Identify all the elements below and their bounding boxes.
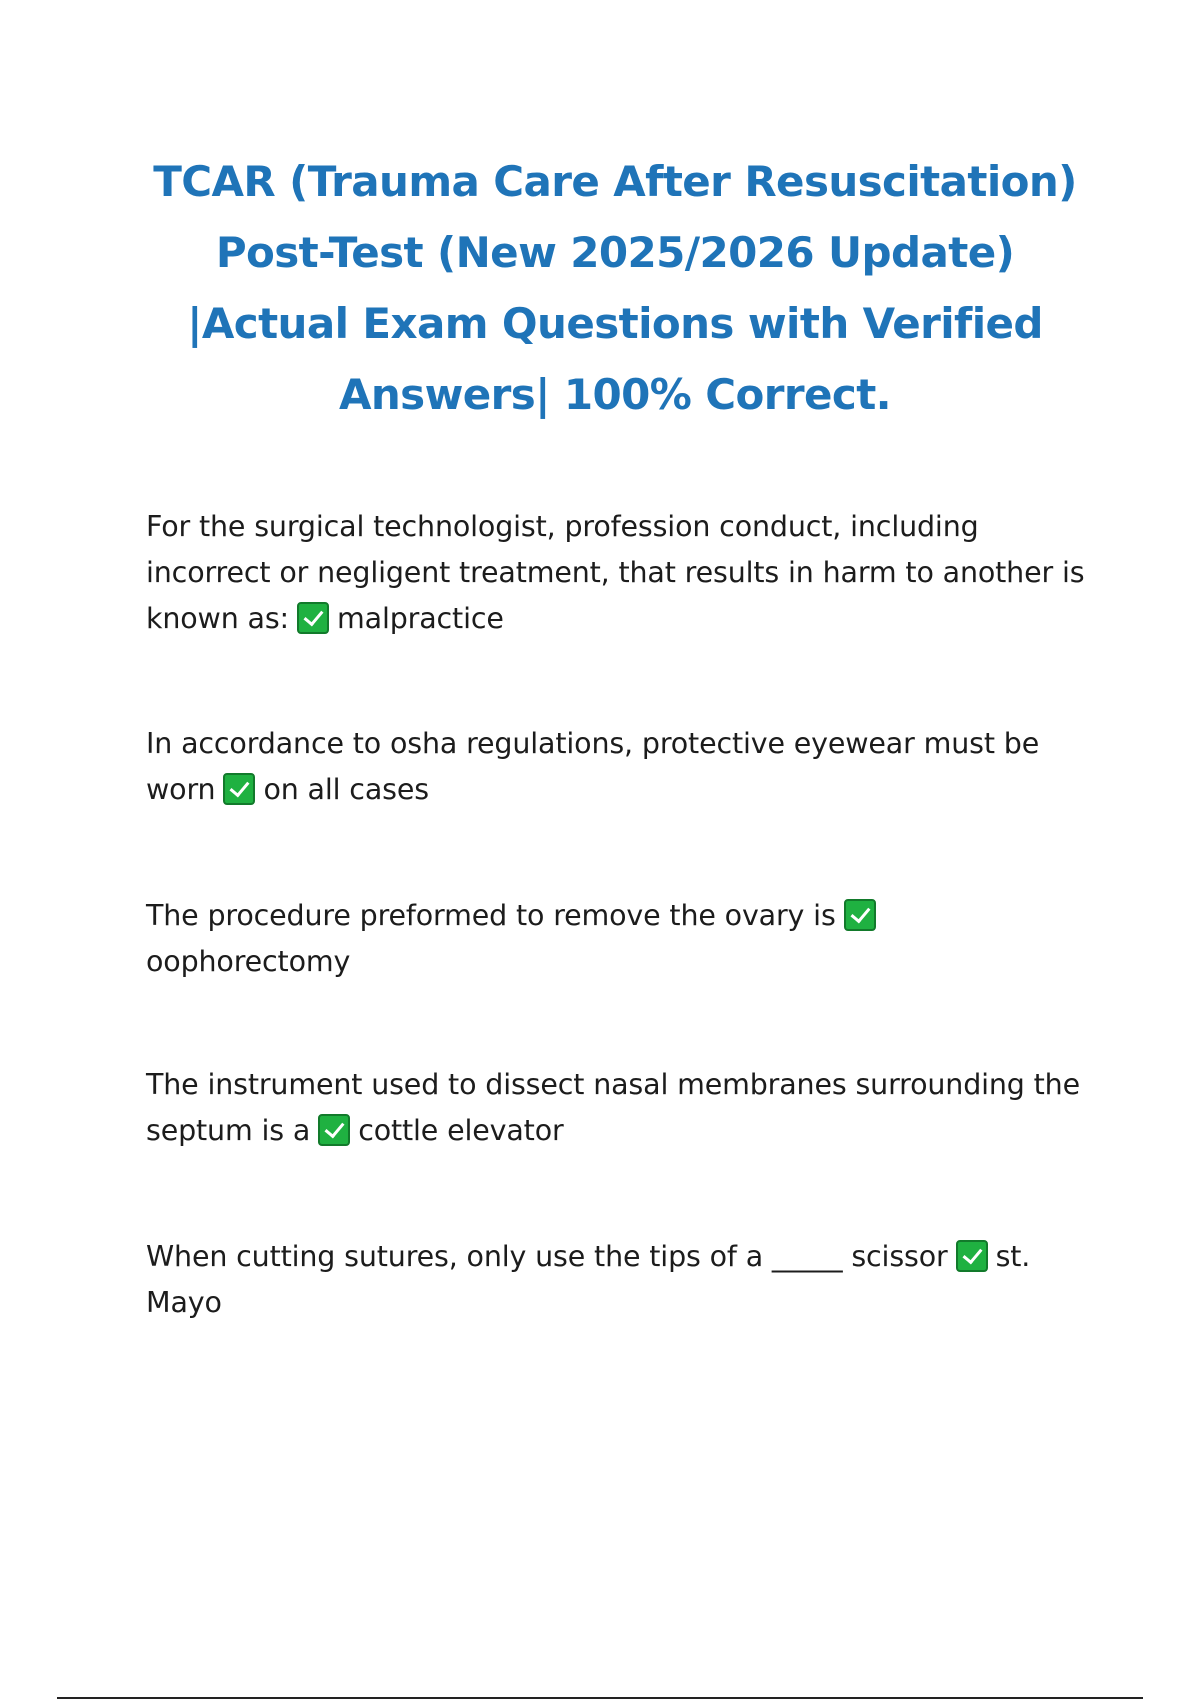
qa-item-1 (146, 504, 1086, 642)
qa-item-5 (146, 1234, 1086, 1326)
question-text: The instrument used to dissect nasal membranes surrounding the septum is a (146, 1068, 1080, 1147)
qa-item-4 (146, 1062, 1086, 1154)
check-mark-icon (844, 899, 876, 931)
footer-divider (57, 1697, 1143, 1699)
question-text: When cutting sutures, only use the tips of a _____ scissor (146, 1240, 948, 1273)
answer-text: on all cases (263, 773, 429, 806)
check-mark-icon (956, 1240, 988, 1272)
qa-item-2 (146, 721, 1086, 813)
question-text: For the surgical technologist, profession conduct, including incorrect or negligent treatment, that results in harm to another is known as: (146, 510, 1085, 635)
question-text: The procedure preformed to remove the ovary is (146, 899, 836, 932)
answer-text: st. Mayo (146, 1240, 1031, 1319)
answer-text: malpractice (337, 602, 504, 635)
question-text: In accordance to osha regulations, protective eyewear must be worn (146, 727, 1040, 806)
qa-item-3 (146, 893, 1086, 985)
check-mark-icon (297, 602, 329, 634)
document-title: TCAR (Trauma Care After Resuscitation) Post-Test (New 2025/2026 Update) |Actual Exam Questions with Verified Answers| 100% Correct. (153, 157, 1077, 419)
answer-text: cottle elevator (358, 1114, 564, 1147)
answer-text: oophorectomy (146, 945, 351, 978)
check-mark-icon (318, 1114, 350, 1146)
check-mark-icon (223, 773, 255, 805)
